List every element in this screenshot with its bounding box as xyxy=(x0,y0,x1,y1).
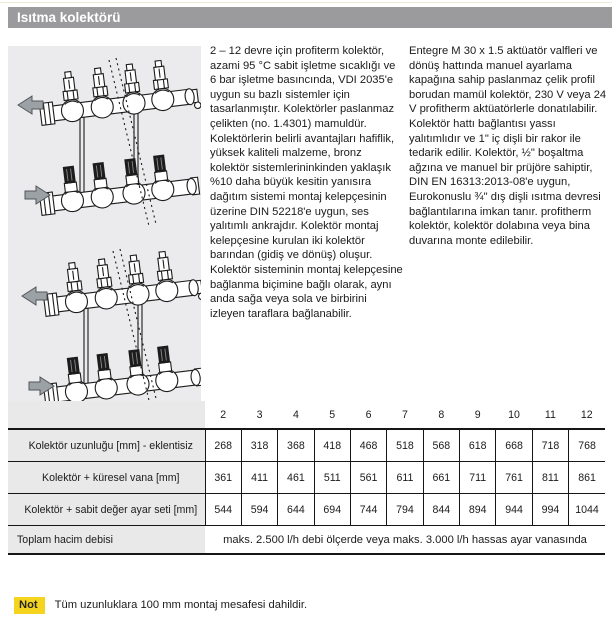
circuit-count: 2 xyxy=(205,401,241,429)
length-value: 944 xyxy=(496,494,532,526)
page-title-bar xyxy=(8,7,612,28)
length-value: 894 xyxy=(460,494,496,526)
length-value: 694 xyxy=(314,494,350,526)
length-value: 768 xyxy=(569,429,605,462)
length-value: 811 xyxy=(532,462,568,494)
circuit-count: 9 xyxy=(460,401,496,429)
row-label: Toplam hacim debisi xyxy=(8,526,205,555)
circuit-count: 7 xyxy=(387,401,423,429)
top-accent-line xyxy=(0,2,612,3)
manifold-illustration-bottom xyxy=(8,235,201,424)
length-value: 511 xyxy=(314,462,350,494)
note-text: Tüm uzunluklara 100 mm montaj mesafesi dahildir. xyxy=(54,599,308,611)
length-value: 761 xyxy=(496,462,532,494)
length-value: 418 xyxy=(314,429,350,462)
length-value: 718 xyxy=(532,429,568,462)
length-value: 361 xyxy=(205,462,241,494)
table-row xyxy=(8,462,605,494)
length-value: 611 xyxy=(387,462,423,494)
row-label: Kolektör + sabit değer ayar seti [mm] xyxy=(8,494,205,526)
description-paragraph-2: Entegre M 30 x 1.5 aktüatör valfleri ve dönüş hattında manuel ayarlama kapağına sahip paslanmaz çelik profil borudan mamül kolektör, 230 V veya 24 V profitherm aktüatörlerle donatılabilir. Kolektör hattı bağlantısı yassı yalıtımlıdır ve 1" iç dişli bir rakor ile tedarik edilir. Kolektör, ½" boşaltma ağzına ve manuel bir prüjöre sahiptir, DIN EN 16313:2013-08'e uygun, Eurokonuslu ¾" dış dişli ısıtma devresi bağlantılarına imkan tanır. profitherm kolektör, kolektör dolabına veya bina duvarına monte edilebilir. xyxy=(409,45,607,247)
length-value: 568 xyxy=(423,429,459,462)
length-value: 861 xyxy=(569,462,605,494)
length-value: 594 xyxy=(241,494,277,526)
circuit-count: 4 xyxy=(278,401,314,429)
row-label: Kolektör uzunluğu [mm] - eklentisiz xyxy=(8,429,205,462)
length-value: 468 xyxy=(350,429,386,462)
length-value: 561 xyxy=(350,462,386,494)
circuit-count: 12 xyxy=(569,401,605,429)
length-value: 661 xyxy=(423,462,459,494)
description-column-1 xyxy=(210,44,403,321)
length-value: 268 xyxy=(205,429,241,462)
flow-rate-value: maks. 2.500 l/h debi ölçerde veya maks. 3.000 l/h hassas ayar vanasında xyxy=(205,526,605,555)
footnote xyxy=(14,595,307,615)
circuit-count: 10 xyxy=(496,401,532,429)
length-value: 618 xyxy=(460,429,496,462)
manifold-figure-panel xyxy=(8,46,201,424)
circuit-count: 11 xyxy=(532,401,568,429)
circuit-count: 8 xyxy=(423,401,459,429)
circuit-count: 6 xyxy=(350,401,386,429)
length-value: 794 xyxy=(387,494,423,526)
length-value: 994 xyxy=(532,494,568,526)
length-value: 544 xyxy=(205,494,241,526)
circuit-count: 5 xyxy=(314,401,350,429)
length-value: 844 xyxy=(423,494,459,526)
description-paragraph-1: 2 – 12 devre için profiterm kolektör, azami 95 °C sabit işletme sıcaklığı ve 6 bar işletme basıncında, VDI 2035'e uygun su bazlı sistemler için tasarlanmıştır. Kolektörler paslanmaz çelikten (no. 1.4301) mamuldür. Kolektörlerin belirli avantajları hafiflik, yüksek kaliteli malzeme, bronz kolektör sistemlerininkinden yaklaşık %10 daha büyük kesitin yanısıra dağıtım sistemi montaj kelepçesinin üzerine DIN 52218'e uygun, ses yalıtımlı ankrajdır. Kolektör montaj kelepçesine kurulan iki kolektör barından (gidiş ve dönüş) oluşur. Kolektör sisteminin montaj kelepçesine bağlanma biçimine bağlı olarak, aynı anda sağa veya sola ve birbirini izleyen taraflara bağlanabilir. xyxy=(210,45,403,320)
table-row xyxy=(8,429,605,462)
note-badge: Not xyxy=(14,597,45,614)
length-value: 461 xyxy=(278,462,314,494)
length-value: 411 xyxy=(241,462,277,494)
length-value: 318 xyxy=(241,429,277,462)
length-value: 668 xyxy=(496,429,532,462)
table-row xyxy=(8,494,605,526)
row-label: Kolektör + küresel vana [mm] xyxy=(8,462,205,494)
table-header-row xyxy=(8,401,605,429)
length-value: 518 xyxy=(387,429,423,462)
length-value: 368 xyxy=(278,429,314,462)
dimensions-table xyxy=(8,401,605,555)
length-value: 711 xyxy=(460,462,496,494)
description-column-2 xyxy=(409,44,608,248)
circuit-count: 3 xyxy=(241,401,277,429)
length-value: 1044 xyxy=(569,494,605,526)
header-empty-cell xyxy=(8,401,205,429)
length-value: 744 xyxy=(350,494,386,526)
manifold-illustration-top xyxy=(8,46,201,235)
page-title: Isıtma kolektörü xyxy=(17,10,121,25)
length-value: 644 xyxy=(278,494,314,526)
flow-rate-row xyxy=(8,526,605,555)
